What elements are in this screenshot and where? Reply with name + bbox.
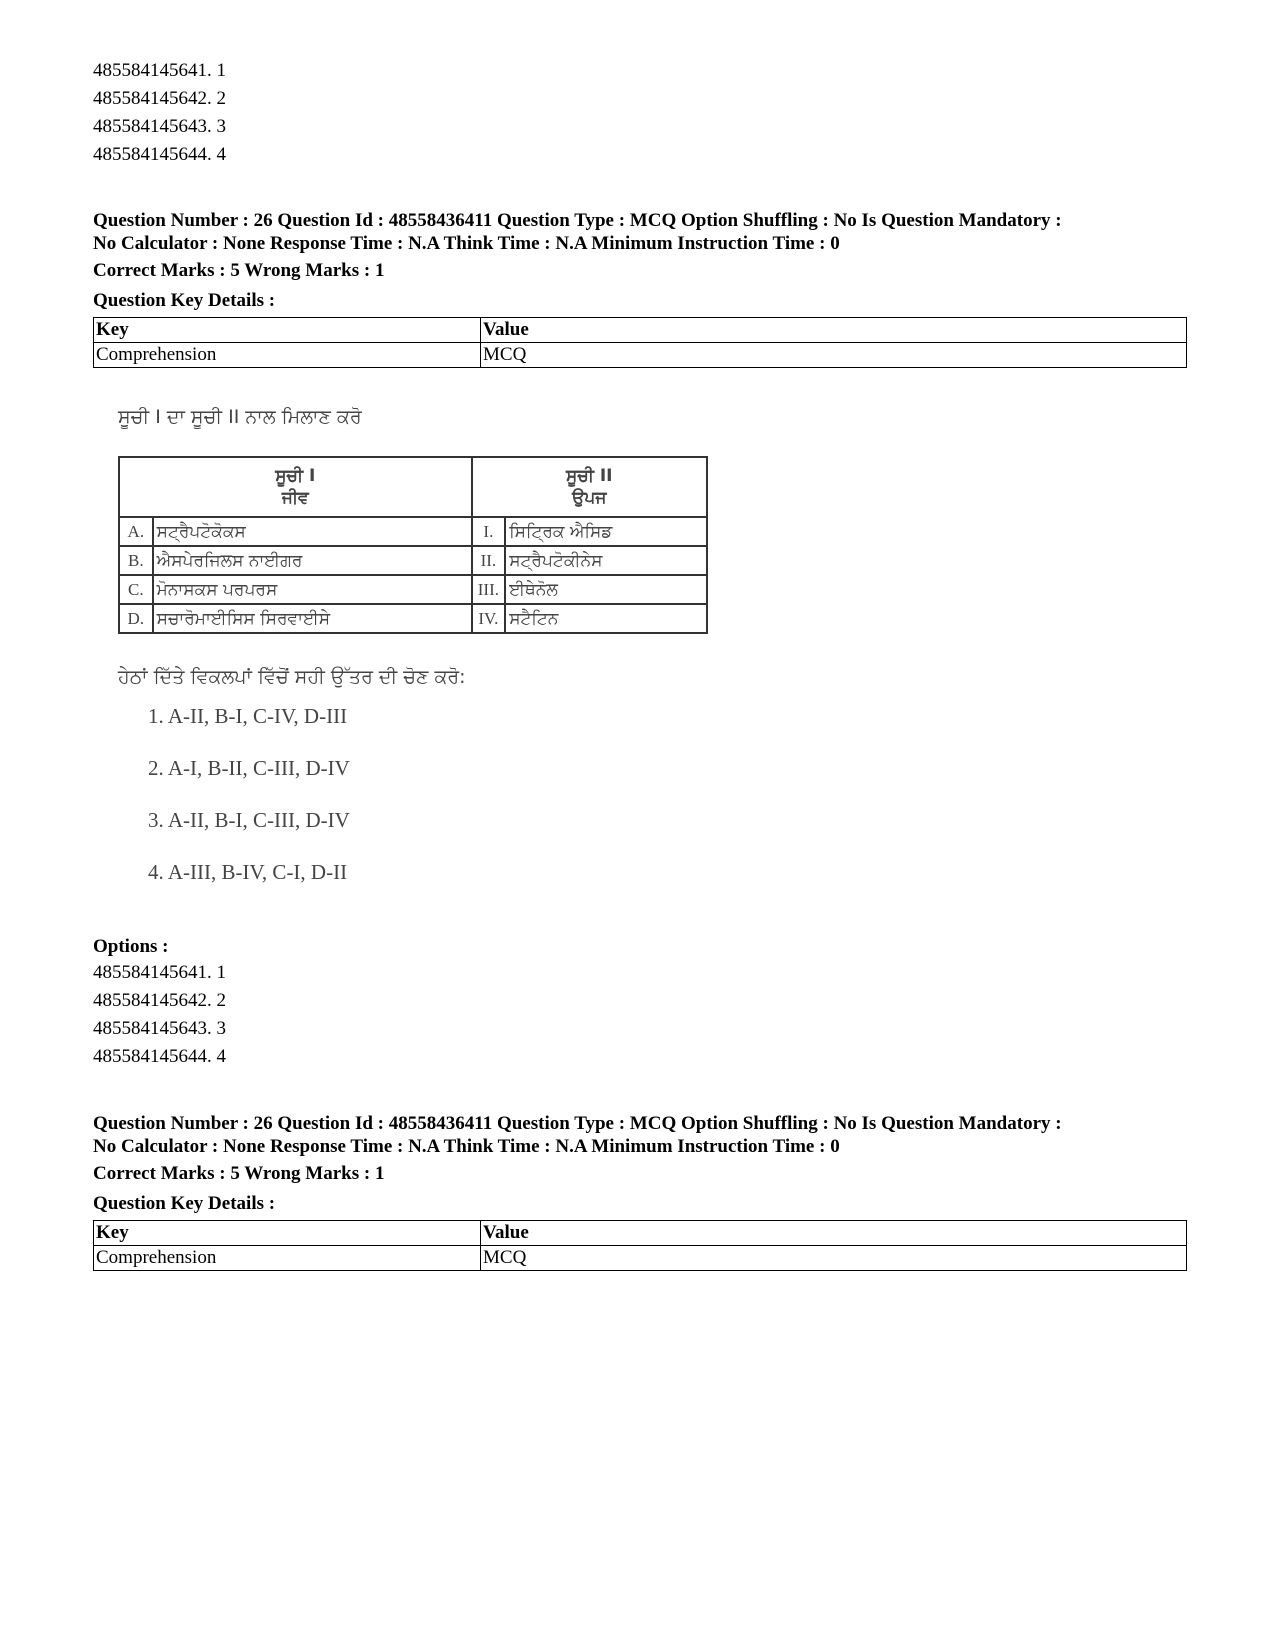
list2-title: ਸੂਚੀ II xyxy=(566,466,613,486)
value-cell: MCQ xyxy=(481,343,1187,368)
question-header-line: No Calculator : None Response Time : N.A Think Time : N.A Minimum Instruction Time : 0 xyxy=(93,1136,840,1157)
option-line: 485584145643. 3 xyxy=(93,116,226,137)
list1-item: ਐਸਪੇਰਜਿਲਸ ਨਾਈਗਰ xyxy=(153,546,472,575)
options-label: Options : xyxy=(93,936,169,957)
match-table-header xyxy=(119,457,707,517)
match-row xyxy=(119,575,707,604)
table-row xyxy=(94,1246,1187,1271)
list2-item: ਈਥੇਨੋਲ xyxy=(505,575,707,604)
question-block xyxy=(93,1112,1193,1271)
option-line: 485584145644. 4 xyxy=(93,1046,226,1067)
question-header-line: Question Number : 26 Question Id : 48558436411 Question Type : MCQ Option Shuffling : No Is Question Mandatory : xyxy=(93,210,1062,231)
list2-item: ਸਿਟ੍ਰਿਕ ਐਸਿਡ xyxy=(505,517,707,546)
option-line: 485584145641. 1 xyxy=(93,962,226,983)
key-details-label: Question Key Details : xyxy=(93,290,276,311)
match-row xyxy=(119,546,707,575)
row-label: A. xyxy=(119,517,153,546)
choose-instruction: ਹੇਠਾਂ ਦਿੱਤੇ ਵਿਕਲਪਾਂ ਵਿੱਚੋਂ ਸਹੀ ਉੱਤਰ ਦੀ ਚੋਣ ਕਰੋ: xyxy=(118,666,466,688)
table-row xyxy=(94,343,1187,368)
question-image xyxy=(118,401,718,921)
answer-choice: 3. A-II, B-I, C-III, D-IV xyxy=(148,808,350,832)
marks-line: Correct Marks : 5 Wrong Marks : 1 xyxy=(93,260,385,281)
answer-choice: 2. A-I, B-II, C-III, D-IV xyxy=(148,756,350,780)
key-cell: Comprehension xyxy=(94,1246,481,1271)
option-line: 485584145644. 4 xyxy=(93,144,226,165)
value-header-cell: Value xyxy=(481,318,1187,343)
value-header-cell: Value xyxy=(481,1221,1187,1246)
row-label: IV. xyxy=(472,604,506,633)
row-label: B. xyxy=(119,546,153,575)
list1-item: ਮੋਨਾਸਕਸ ਪਰਪਰਸ xyxy=(153,575,472,604)
key-header-cell: Key xyxy=(94,318,481,343)
list2-subtitle: ਉਪਜ xyxy=(572,488,607,508)
list1-item: ਸਟ੍ਰੈਪਟੋਕੋਕਸ xyxy=(153,517,472,546)
value-cell: MCQ xyxy=(481,1246,1187,1271)
list1-title: ਸੂਚੀ I xyxy=(275,466,316,486)
table-row xyxy=(94,318,1187,343)
question-header-line: No Calculator : None Response Time : N.A Think Time : N.A Minimum Instruction Time : 0 xyxy=(93,233,840,254)
match-table xyxy=(118,456,708,634)
question-block xyxy=(93,209,1193,368)
option-line: 485584145642. 2 xyxy=(93,990,226,1011)
list2-item: ਸਟ੍ਰੈਪਟੋਕੀਨੇਸ xyxy=(505,546,707,575)
key-details-table xyxy=(93,1220,1187,1271)
match-row xyxy=(119,604,707,633)
list2-item: ਸਟੈਟਿਨ xyxy=(505,604,707,633)
answer-choice: 1. A-II, B-I, C-IV, D-III xyxy=(148,704,348,728)
answer-choice: 4. A-III, B-IV, C-I, D-II xyxy=(148,860,348,884)
row-label: D. xyxy=(119,604,153,633)
key-details-label: Question Key Details : xyxy=(93,1193,276,1214)
list2-header xyxy=(472,457,707,517)
row-label: II. xyxy=(472,546,506,575)
option-line: 485584145643. 3 xyxy=(93,1018,226,1039)
option-line: 485584145641. 1 xyxy=(93,60,226,81)
key-details-table xyxy=(93,317,1187,368)
row-label: C. xyxy=(119,575,153,604)
row-label: III. xyxy=(472,575,506,604)
list1-item: ਸਚਾਰੋਮਾਈਸਿਸ ਸਿਰਵਾਈਸੇ xyxy=(153,604,472,633)
row-label: I. xyxy=(472,517,506,546)
option-line: 485584145642. 2 xyxy=(93,88,226,109)
match-row xyxy=(119,517,707,546)
bottom-options-list xyxy=(93,959,226,1071)
list1-header xyxy=(119,457,472,517)
marks-line: Correct Marks : 5 Wrong Marks : 1 xyxy=(93,1163,385,1184)
list1-subtitle: ਜੀਵ xyxy=(281,488,309,508)
question-header-line: Question Number : 26 Question Id : 48558436411 Question Type : MCQ Option Shuffling : No Is Question Mandatory : xyxy=(93,1113,1062,1134)
top-options-list xyxy=(93,57,226,169)
key-header-cell: Key xyxy=(94,1221,481,1246)
table-row xyxy=(94,1221,1187,1246)
key-cell: Comprehension xyxy=(94,343,481,368)
match-instruction: ਸੂਚੀ I ਦਾ ਸੂਚੀ II ਨਾਲ ਮਿਲਾਣ ਕਰੋ xyxy=(118,406,362,428)
